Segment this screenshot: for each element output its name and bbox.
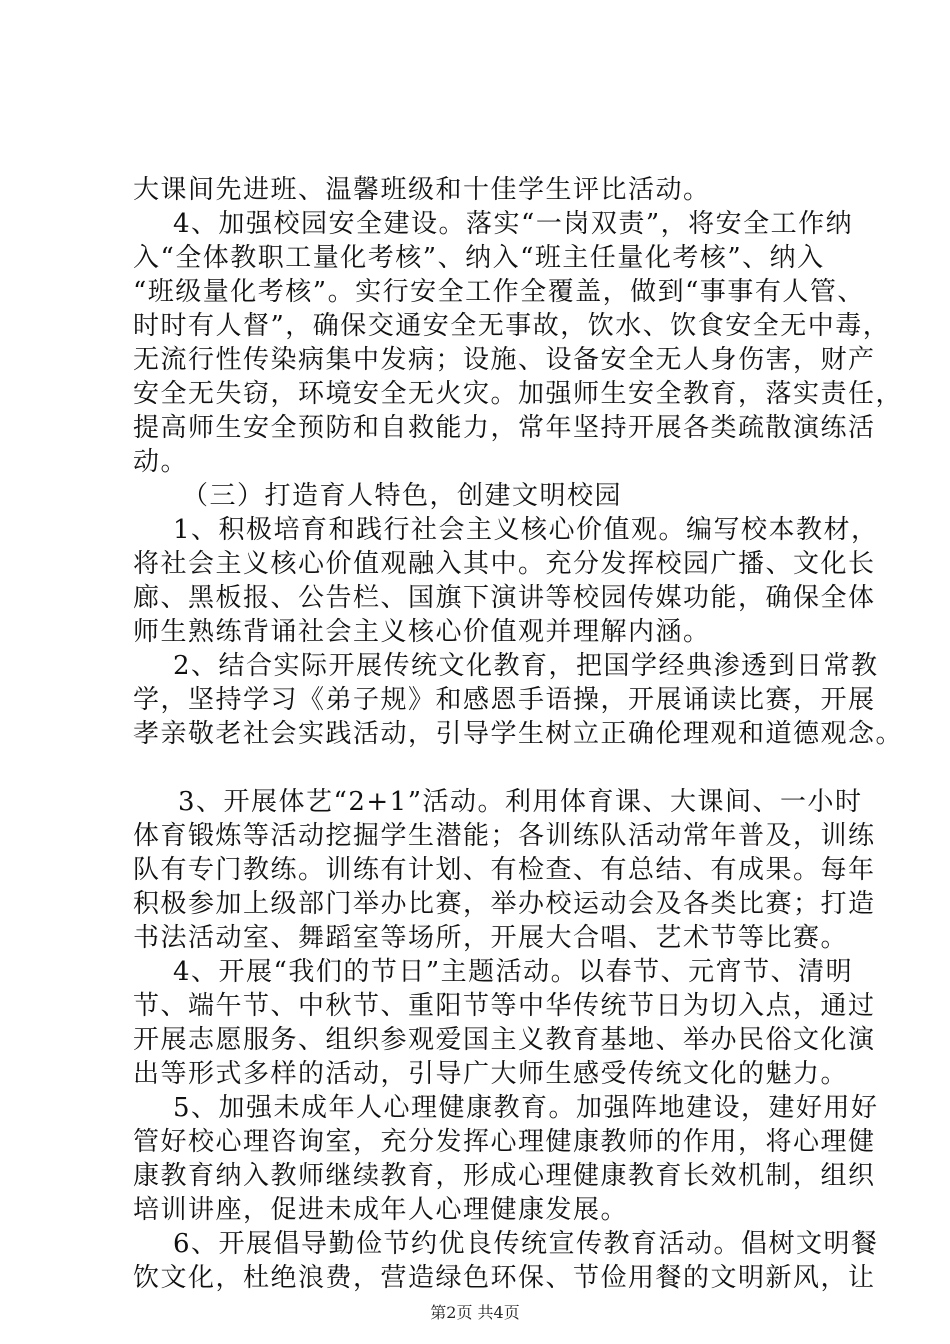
text-line: 4、开展“我们的节日”主题活动。以春节、元宵节、清明 — [173, 957, 854, 987]
text-line: 6、开展倡导勤俭节约优良传统宣传教育活动。倡树文明餐 — [173, 1229, 879, 1259]
page-number-footer: 第2页 共4页 — [430, 1303, 520, 1322]
text-line: 培训讲座，促进未成年人心理健康发展。 — [133, 1195, 629, 1225]
text-line: 学，坚持学习《弟子规》和感恩手语操，开展诵读比赛，开展 — [133, 685, 876, 715]
section-heading: （三）打造育人特色，创建文明校园 — [182, 481, 623, 511]
text-line: “班级量化考核”。实行安全工作全覆盖，做到“事事有人管、 — [133, 277, 865, 307]
text-line: 2、结合实际开展传统文化教育，把国学经典渗透到日常教 — [173, 651, 879, 681]
text-line: 1、积极培育和践行社会主义核心价值观。编写校本教材， — [173, 515, 879, 545]
text-line: 4、加强校园安全建设。落实“一岗双责”，将安全工作纳 — [173, 209, 854, 239]
text-line: 书法活动室、舞蹈室等场所，开展大合唱、艺术节等比赛。 — [133, 923, 849, 953]
text-line: 饮文化，杜绝浪费，营造绿色环保、节俭用餐的文明新风，让 — [133, 1263, 876, 1293]
text-line: 5、加强未成年人心理健康教育。加强阵地建设，建好用好 — [173, 1093, 879, 1123]
text-line: 孝亲敬老社会实践活动，引导学生树立正确伦理观和道德观念。 — [133, 719, 904, 749]
text-line: 大课间先进班、温馨班级和十佳学生评比活动。 — [133, 175, 711, 205]
text-line: 动。 — [133, 447, 189, 477]
text-line: 开展志愿服务、组织参观爱国主义教育基地、举办民俗文化演 — [133, 1025, 876, 1055]
text-line: 体育锻炼等活动挖掘学生潜能；各训练队活动常年普及，训练 — [133, 821, 876, 851]
text-line: 出等形式多样的活动，引导广大师生感受传统文化的魅力。 — [133, 1059, 849, 1089]
text-line: 无流行性传染病集中发病；设施、设备安全无人身伤害，财产 — [133, 345, 876, 375]
text-line: 将社会主义核心价值观融入其中。充分发挥校园广播、文化长 — [133, 549, 876, 579]
text-line: 队有专门教练。训练有计划、有检查、有总结、有成果。每年 — [133, 855, 876, 885]
text-line: 3、开展体艺“2+1”活动。利用体育课、大课间、一小时 — [178, 787, 863, 817]
text-line: 安全无失窃，环境安全无火灾。加强师生安全教育，落实责任， — [133, 379, 904, 409]
text-line: 入“全体教职工量化考核”、纳入“班主任量化考核”、纳入 — [133, 243, 825, 273]
text-line: 提高师生安全预防和自救能力，常年坚持开展各类疏散演练活 — [133, 413, 876, 443]
text-line: 积极参加上级部门举办比赛，举办校运动会及各类比赛；打造 — [133, 889, 876, 919]
text-line: 康教育纳入教师继续教育，形成心理健康教育长效机制，组织 — [133, 1161, 876, 1191]
text-line: 管好校心理咨询室，充分发挥心理健康教师的作用，将心理健 — [133, 1127, 876, 1157]
text-line: 节、端午节、中秋节、重阳节等中华传统节日为切入点，通过 — [133, 991, 876, 1021]
text-line: 廊、黑板报、公告栏、国旗下演讲等校园传媒功能，确保全体 — [133, 583, 876, 613]
text-line: 时时有人督”，确保交通安全无事故，饮水、饮食安全无中毒， — [133, 311, 891, 341]
text-line: 师生熟练背诵社会主义核心价值观并理解内涵。 — [133, 617, 711, 647]
